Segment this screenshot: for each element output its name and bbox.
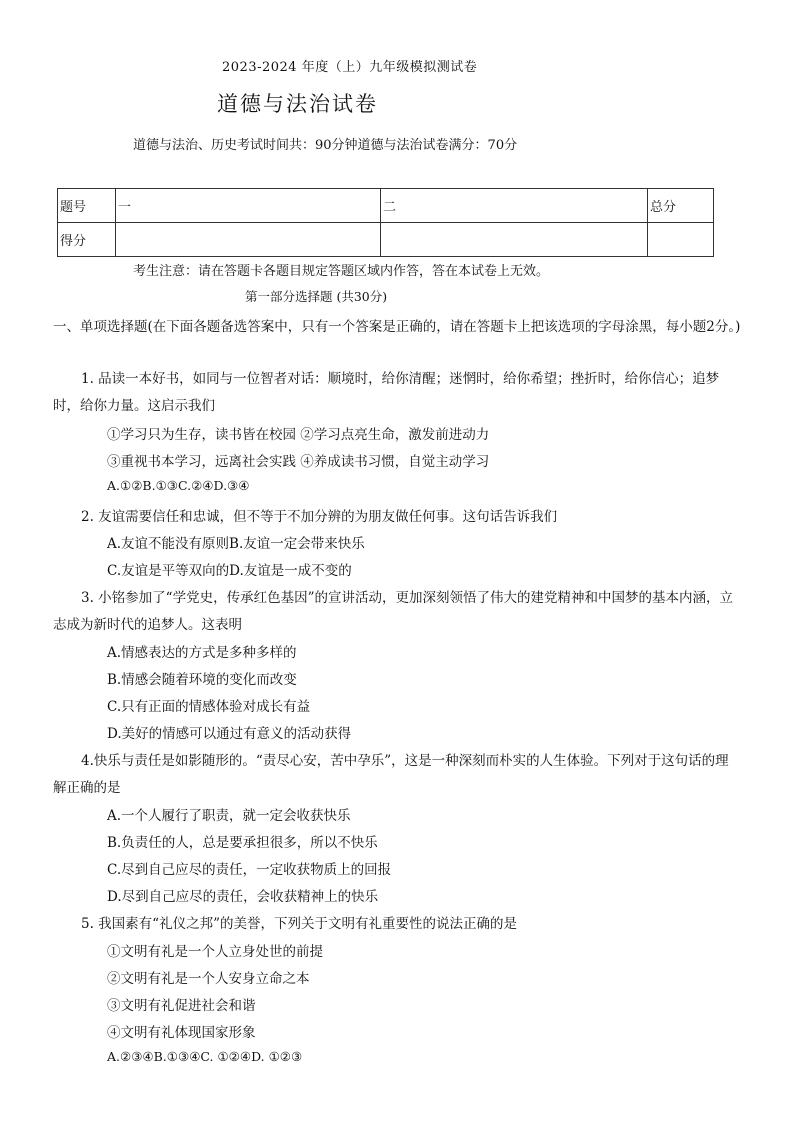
question-option: B.情感会随着环境的变化而改变 [107,672,297,688]
score-cell-empty [381,223,648,257]
time-info: 道德与法治、历史考试时间共：90分钟道德与法治试卷满分：70分 [133,138,518,153]
question-option: ③文明有礼促进社会和谐 [107,998,256,1014]
score-table-score-row [58,223,714,257]
part-title: 第一部分选择题 (共30分) [245,289,388,304]
score-cell-empty [116,223,381,257]
question-option: C.友谊是平等双向的D.友谊是一成不变的 [107,563,352,579]
question-option: C.只有正面的情感体验对成长有益 [107,699,311,715]
score-cell-label: 得分 [58,223,116,257]
question-option: ②文明有礼是一个人安身立命之本 [107,971,310,987]
question-option: C.尽到自己应尽的责任，一定收获物质上的回报 [107,862,392,878]
question-stem: 5. 我国素有“礼仪之邦”的美誉，下列关于文明有礼重要性的说法正确的是 [81,916,517,932]
question-stem: 1. 品读一本好书，如同与一位智者对话：顺境时，给你清醒；迷惘时，给你希望；挫折时，给你信心；追梦时，给你力量。这启示我们 [53,371,720,414]
question-option: ①文明有礼是一个人立身处世的前提 [107,944,323,960]
question-option: ③重视书本学习，远离社会实践 ④养成读书习惯，自觉主动学习 [107,454,490,470]
question-stem: 2. 友谊需要信任和忠诚，但不等于不加分辨的为朋友做任何事。这句话告诉我们 [81,509,558,525]
score-table-header-row [58,189,714,223]
score-cell-empty [648,223,714,257]
subject-title: 道德与法治试卷 [217,92,378,116]
question-option: ①学习只为生存，读书皆在校园 ②学习点亮生命，激发前进动力 [107,427,490,443]
question-option: A.友谊不能没有原则B.友谊一定会带来快乐 [107,536,365,552]
question-option: A.一个人履行了职责，就一定会收获快乐 [107,808,351,824]
exam-title: 2023-2024 年度（上）九年级模拟测试卷 [222,60,478,75]
notice: 考生注意：请在答题卡各题目规定答题区域内作答，答在本试卷上无效。 [133,264,550,279]
section-title: 一、单项选择题(在下面各题备选答案中，只有一个答案是正确的，请在答题卡上把该选项的字母涂黑，每小题2分。) [53,319,741,335]
score-cell-part1: 一 [116,189,381,223]
score-cell-total: 总分 [648,189,714,223]
question-option: A.情感表达的方式是多种多样的 [107,645,297,661]
question-stem: 4.快乐与责任是如影随形的。“责尽心安，苦中孕乐”，这是一种深刻而朴实的人生体验。下列对于这句话的理解正确的是 [53,753,729,796]
question-option: D.尽到自己应尽的责任，会收获精神上的快乐 [107,889,379,905]
question-option: ④文明有礼体现国家形象 [107,1025,256,1041]
score-cell-label: 题号 [58,189,116,223]
question-option: A.①②B.①③C.②④D.③④ [107,478,250,493]
question-option: A.②③④B.①③④C. ①②④D. ①②③ [107,1049,303,1064]
question-stem: 3. 小铭参加了“学党史，传承红色基因”的宣讲活动，更加深刻领悟了伟大的建党精神和中国梦的基本内涵，立志成为新时代的追梦人。这表明 [53,590,733,633]
score-cell-part2: 二 [381,189,648,223]
question-option: D.美好的情感可以通过有意义的活动获得 [107,726,352,742]
question-option: B.负责任的人，总是要承担很多，所以不快乐 [107,835,378,851]
score-table [57,188,714,257]
